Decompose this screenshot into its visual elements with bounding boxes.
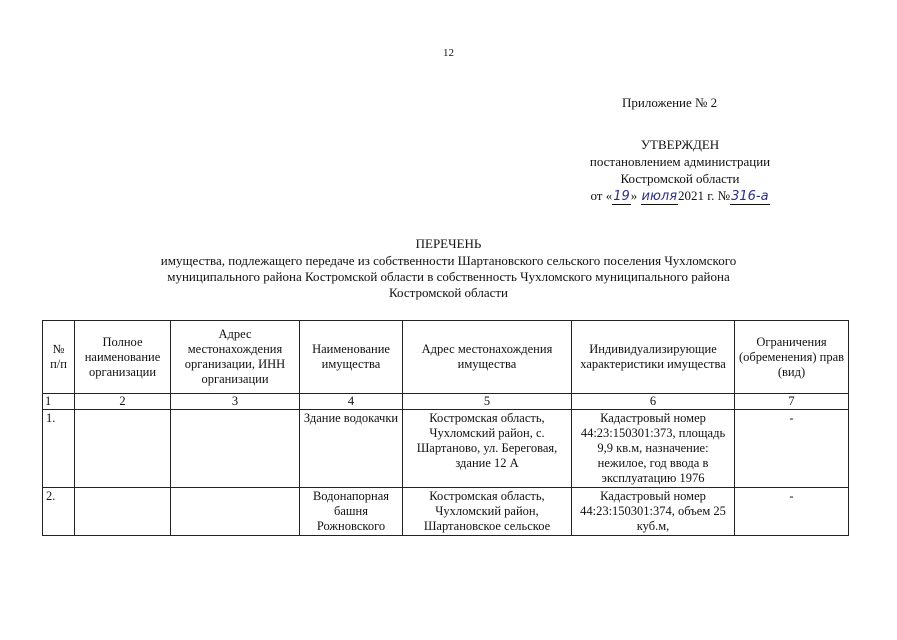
approval-line-1: постановлением администрации	[589, 154, 771, 169]
approval-title: УТВЕРЖДЕН	[640, 137, 720, 152]
characteristics-cell: Кадастровый номер 44:23:150301:373, площадь 9,9 кв.м, назначение: нежилое, год ввода в эксплуатацию 1976	[572, 410, 735, 488]
date-prefix: от «	[590, 188, 613, 203]
header-cell: Полное наименование организации	[75, 321, 171, 394]
property-name-cell: Здание водокачки	[300, 410, 403, 488]
column-number: 5	[403, 394, 572, 410]
header-cell: Адрес местонахождения имущества	[403, 321, 572, 394]
table-header-row	[43, 321, 849, 394]
org-name-cell	[75, 410, 171, 488]
row-number: 1.	[43, 410, 75, 488]
restrictions-cell: -	[735, 488, 849, 536]
column-number: 2	[75, 394, 171, 410]
date-mid: »	[630, 188, 638, 203]
header-cell: № п/п	[43, 321, 75, 394]
title-heading: ПЕРЕЧЕНЬ	[415, 236, 482, 251]
characteristics-cell: Кадастровый номер 44:23:150301:374, объем 25 куб.м,	[572, 488, 735, 536]
org-name-cell	[75, 488, 171, 536]
approval-block	[540, 136, 820, 205]
title-line-1: имущества, подлежащего передаче из собственности Шартановского сельского поселения Чухломского	[160, 253, 737, 268]
header-cell: Наименование имущества	[300, 321, 403, 394]
header-cell: Ограничения (обременения) прав (вид)	[735, 321, 849, 394]
column-number: 4	[300, 394, 403, 410]
approval-line-2: Костромской области	[620, 171, 740, 186]
appendix-label: Приложение № 2	[622, 95, 718, 110]
column-number-row	[43, 394, 849, 410]
title-line-3: Костромской области	[388, 285, 509, 300]
column-number: 6	[572, 394, 735, 410]
header-cell: Индивидуализирующие характеристики имущества	[572, 321, 735, 394]
page-number: 12	[443, 47, 454, 59]
column-number: 3	[171, 394, 300, 410]
org-address-cell	[171, 488, 300, 536]
handwritten-number: 316-а	[731, 189, 769, 204]
row-number: 2.	[43, 488, 75, 536]
year-text: 2021 г. №	[678, 188, 731, 203]
column-number: 7	[735, 394, 849, 410]
restrictions-cell: -	[735, 410, 849, 488]
property-name-cell: Водонапорная башня Рожновского	[300, 488, 403, 536]
org-address-cell	[171, 410, 300, 488]
document-title	[100, 236, 797, 301]
handwritten-day: 19	[613, 189, 630, 204]
column-number: 1	[43, 394, 75, 410]
table-row	[43, 410, 849, 488]
title-line-2: муниципального района Костромской области в собственность Чухломского муниципального района	[167, 269, 730, 284]
table-row	[43, 488, 849, 536]
header-cell: Адрес местонахождения организации, ИНН организации	[171, 321, 300, 394]
property-table	[42, 320, 849, 536]
handwritten-month: июля	[641, 189, 678, 204]
property-address-cell: Костромская область, Чухломский район, с. Шартаново, ул. Береговая, здание 12 А	[403, 410, 572, 488]
property-address-cell: Костромская область, Чухломский район, Шартановское сельское	[403, 488, 572, 536]
approval-date-line	[540, 187, 820, 205]
